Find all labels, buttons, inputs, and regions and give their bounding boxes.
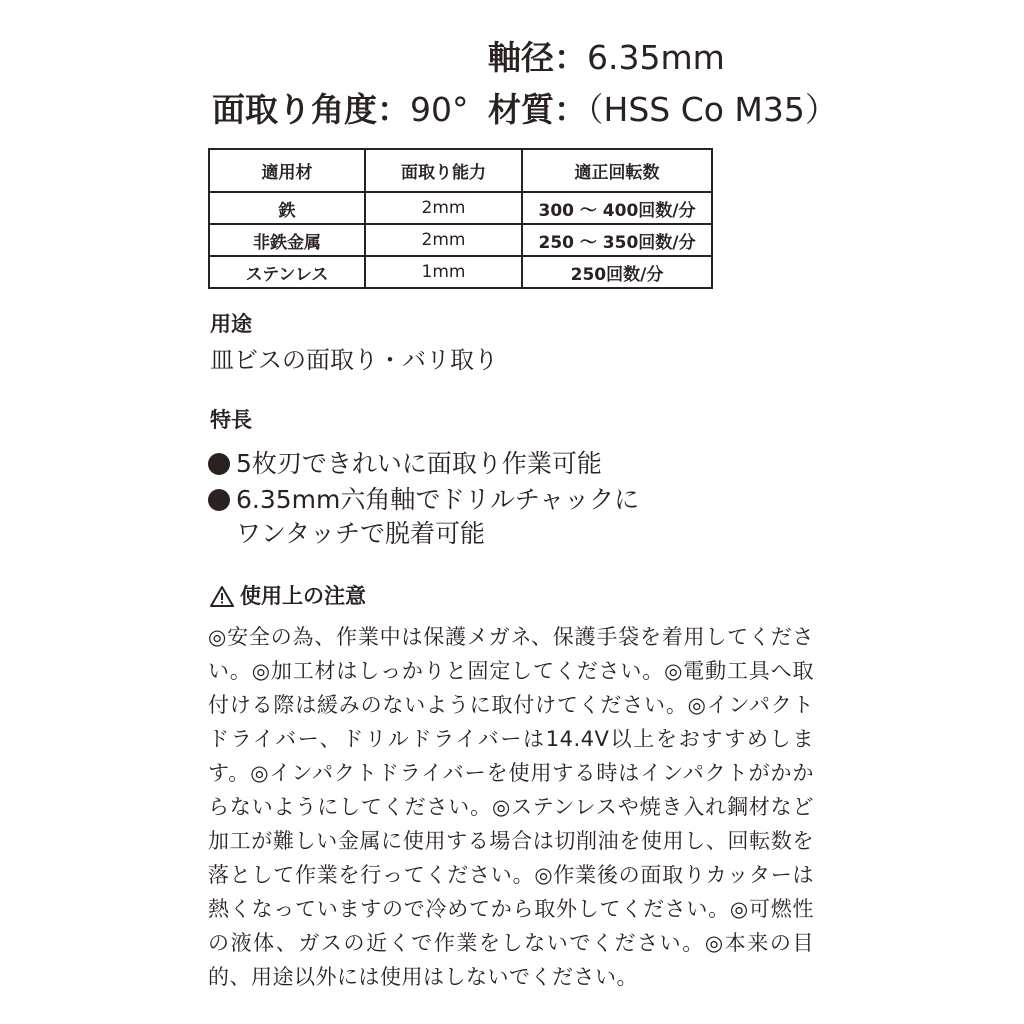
table-cell-rpm: 250回数/分	[522, 256, 712, 288]
warning-icon	[210, 585, 234, 607]
spec-material-value: （HSS Co M35）	[587, 90, 838, 129]
feature-text: 5枚刃できれいに面取り作業可能	[236, 449, 602, 478]
spec-angle-value: 90°	[410, 90, 469, 129]
feature-item	[208, 483, 678, 551]
usage-text: 皿ビスの面取り・バリ取り	[210, 346, 498, 374]
feature-item	[208, 447, 602, 481]
spec-shaft-label: 軸径：	[488, 38, 587, 77]
caution-heading	[210, 582, 366, 610]
features-heading: 特長	[210, 408, 252, 432]
table-cell-material: 鉄	[209, 192, 365, 224]
table-cell-capacity: 2mm	[365, 224, 522, 256]
table-header-capacity: 面取り能力	[365, 149, 522, 192]
table-cell-rpm: 300 〜 400回数/分	[522, 192, 712, 224]
feature-text: 6.35mm六角軸でドリルチャックに ワンタッチで脱着可能	[236, 485, 640, 548]
table-row	[209, 256, 712, 288]
spec-material-label: 材質：	[488, 90, 587, 129]
table-cell-capacity: 2mm	[365, 192, 522, 224]
spec-shaft-diameter	[488, 38, 725, 78]
table-row	[209, 224, 712, 256]
usage-heading: 用途	[210, 312, 252, 336]
spec-angle-label: 面取り角度：	[212, 90, 410, 129]
table-row	[209, 192, 712, 224]
table-cell-material: ステンレス	[209, 256, 365, 288]
spec-material	[488, 90, 838, 130]
caution-heading-text: 使用上の注意	[240, 584, 366, 608]
table-header-rpm: 適正回転数	[522, 149, 712, 192]
table-header-row	[209, 149, 712, 192]
bullet-icon	[208, 489, 230, 511]
spec-table	[208, 148, 713, 289]
table-cell-material: 非鉄金属	[209, 224, 365, 256]
table-cell-rpm: 250 〜 350回数/分	[522, 224, 712, 256]
spec-shaft-value: 6.35mm	[587, 38, 725, 77]
spec-chamfer-angle	[212, 90, 469, 130]
table-header-material: 適用材	[209, 149, 365, 192]
caution-text: ◎安全の為、作業中は保護メガネ、保護手袋を着用してください。◎加工材はしっかりと固定してください。◎電動工具へ取付ける際は緩みのないように取付けてください。◎インパクトドライバー、ドリルドライバーは14.4V以上をおすすめします。◎インパクトドライバーを使用する時はインパクトがかからないようにしてください。◎ステンレスや焼き入れ鋼材など加工が難しい金属に使用する場合は切削油を使用し、回転数を落として作業を行ってください。◎作業後の面取りカッターは熱くなっていますので冷めてから取外してください。◎可燃性の液体、ガスの近くで作業をしないでください。◎本来の目的、用途以外には使用はしないでください。	[208, 625, 814, 989]
table-cell-capacity: 1mm	[365, 256, 522, 288]
bullet-icon	[208, 453, 230, 475]
